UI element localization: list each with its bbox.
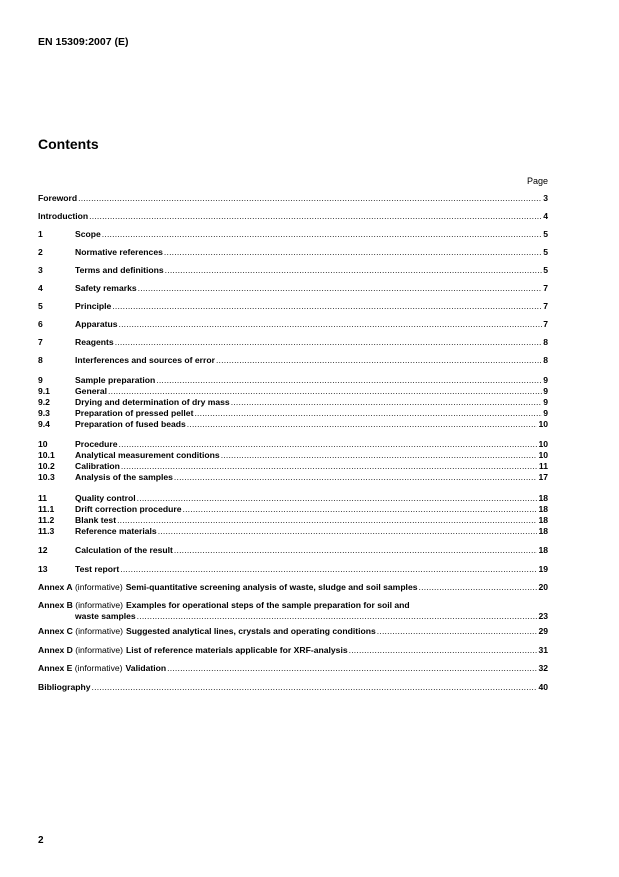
toc-entry-label: Reference materials	[75, 526, 157, 536]
toc-entry-label: Apparatus	[75, 319, 118, 329]
toc-entry-label: Validation	[125, 663, 167, 673]
toc-entry[interactable]	[38, 337, 548, 348]
annex-name: Annex A	[38, 582, 73, 592]
toc-entry-number: 5	[38, 301, 43, 311]
toc-entry-page: 7	[543, 319, 548, 329]
toc-entry-page: 9	[543, 375, 548, 385]
toc-entry-label: Drying and determination of dry mass	[75, 397, 230, 407]
annex-prefix	[38, 663, 123, 674]
toc-entry-number: 9.4	[38, 419, 50, 429]
toc-entry-page: 7	[543, 283, 548, 293]
dot-leader	[89, 211, 542, 222]
toc-entry-page: 18	[538, 526, 548, 536]
dot-leader	[78, 193, 542, 204]
toc-entry-label: Terms and definitions	[75, 265, 164, 275]
toc-entry-label: Test report	[75, 564, 120, 574]
toc-entry-label: Principle	[75, 301, 112, 311]
toc-entry-number: 10.1	[38, 450, 55, 460]
dot-leader	[117, 515, 537, 526]
dot-leader	[115, 337, 543, 348]
toc-entry[interactable]	[38, 645, 548, 656]
toc-entry-page: 29	[538, 626, 548, 636]
dot-leader	[120, 564, 537, 575]
annex-informative: (informative)	[74, 663, 123, 673]
toc-entry-label: Foreword	[38, 193, 78, 203]
toc-entry-label: Bibliography	[38, 682, 91, 692]
toc-entry-label: Analytical measurement conditions	[75, 450, 220, 460]
dot-leader	[194, 408, 542, 419]
toc-entry-number: 10.3	[38, 472, 55, 482]
dot-leader	[119, 439, 538, 450]
dot-leader	[164, 247, 542, 258]
annex-name: Annex C	[38, 626, 73, 636]
toc-entry-number: 9.3	[38, 408, 50, 418]
dot-leader	[216, 355, 542, 366]
toc-entry-label: Preparation of fused beads	[75, 419, 186, 429]
annex-informative: (informative)	[74, 582, 123, 592]
toc-entry[interactable]	[38, 515, 548, 526]
annex-informative: (informative)	[75, 645, 124, 655]
dot-leader	[419, 582, 538, 593]
toc-entry-page: 4	[543, 211, 548, 221]
toc-entry-label: Calibration	[75, 461, 120, 471]
toc-entry[interactable]	[38, 450, 548, 461]
dot-leader	[92, 682, 538, 693]
toc-entry-number: 1	[38, 229, 43, 239]
toc-entry[interactable]	[38, 355, 548, 366]
toc-entry-label: Semi-quantitative screening analysis of waste, sludge and soil samples	[125, 582, 418, 592]
toc-entry-page: 19	[538, 564, 548, 574]
annex-prefix	[38, 582, 123, 593]
toc-entry[interactable]	[38, 600, 548, 622]
toc-entry-number: 11.3	[38, 526, 55, 536]
toc-entry-label: Drift correction procedure	[75, 504, 182, 514]
toc-entry-label: Reagents	[75, 337, 114, 347]
toc-entry-page: 20	[538, 582, 548, 592]
toc-entry[interactable]	[38, 283, 548, 294]
annex-prefix	[38, 600, 123, 611]
toc-entry-number: 8	[38, 355, 43, 365]
dot-leader	[119, 319, 543, 330]
dot-leader	[174, 472, 538, 483]
dot-leader	[221, 450, 538, 461]
toc-entry-page: 23	[538, 611, 548, 621]
toc-entry-label: Introduction	[38, 211, 89, 221]
annex-name: Annex B	[38, 600, 73, 610]
toc-entry-page: 5	[543, 265, 548, 275]
toc-entry-label: Examples for operational steps of the sample preparation for soil and	[126, 600, 410, 610]
toc-entry-page: 31	[538, 645, 548, 655]
dot-leader	[112, 301, 542, 312]
toc-entry-label: General	[75, 386, 108, 396]
toc-entry-label-continued: waste samples	[75, 611, 136, 621]
toc-entry-number: 11.1	[38, 504, 55, 514]
toc-entry-page: 17	[538, 472, 548, 482]
toc-entry[interactable]	[38, 419, 548, 430]
toc-entry[interactable]	[38, 397, 548, 408]
toc-entry-page: 3	[543, 193, 548, 203]
toc-entry-page: 32	[538, 663, 548, 673]
toc-entry[interactable]	[38, 211, 548, 222]
toc-entry-label: List of reference materials applicable for XRF-analysis	[126, 645, 348, 655]
toc-entry[interactable]	[38, 663, 548, 674]
document-id: EN 15309:2007 (E)	[38, 36, 129, 48]
dot-leader	[156, 375, 542, 386]
toc-entry[interactable]	[38, 564, 548, 575]
toc-entry[interactable]	[38, 493, 548, 504]
toc-entry-label: Preparation of pressed pellet	[75, 408, 194, 418]
toc-entry-number: 7	[38, 337, 43, 347]
dot-leader	[137, 493, 538, 504]
toc-entry-label: Blank test	[75, 515, 117, 525]
annex-prefix	[38, 645, 123, 656]
toc-entry[interactable]	[38, 301, 548, 312]
dot-leader	[138, 283, 543, 294]
dot-leader	[377, 626, 538, 637]
toc-entry-page: 7	[543, 301, 548, 311]
dot-leader	[167, 663, 537, 674]
toc-entry-page: 18	[538, 504, 548, 514]
toc-entry[interactable]	[38, 229, 548, 240]
toc-entry-number: 11.2	[38, 515, 55, 525]
dot-leader	[187, 419, 538, 430]
toc-entry[interactable]	[38, 408, 548, 419]
dot-leader	[108, 386, 542, 397]
toc-entry-page: 18	[538, 515, 548, 525]
toc-entry-page: 10	[538, 450, 548, 460]
toc-entry-label: Analysis of the samples	[75, 472, 173, 482]
toc-entry-number: 12	[38, 545, 48, 555]
dot-leader	[158, 526, 538, 537]
dot-leader	[231, 397, 543, 408]
toc-entry-page: 5	[543, 247, 548, 257]
page-number: 2	[38, 835, 44, 846]
toc-entry-label: Scope	[75, 229, 101, 239]
toc-entry-page: 9	[543, 397, 548, 407]
dot-leader	[174, 545, 538, 556]
toc-entry-label: Procedure	[75, 439, 118, 449]
toc-entry-number: 10	[38, 439, 48, 449]
annex-name: Annex E	[38, 663, 73, 673]
toc-entry-number: 2	[38, 247, 43, 257]
page-title: Contents	[38, 136, 99, 152]
toc-entry-number: 10.2	[38, 461, 55, 471]
toc-entry-label: Interferences and sources of error	[75, 355, 215, 365]
toc-entry-page: 18	[538, 493, 548, 503]
dot-leader	[183, 504, 538, 515]
toc-entry[interactable]	[38, 265, 548, 276]
toc-entry[interactable]	[38, 504, 548, 515]
toc-entry-number: 3	[38, 265, 43, 275]
toc-entry[interactable]	[38, 319, 548, 330]
toc-entry[interactable]	[38, 626, 548, 637]
dot-leader	[137, 611, 538, 622]
toc-entry-number: 9	[38, 375, 43, 385]
toc-entry-page: 9	[543, 386, 548, 396]
toc-entry-number: 9.1	[38, 386, 50, 396]
toc-entry-number: 6	[38, 319, 43, 329]
toc-entry-page: 8	[543, 337, 548, 347]
toc-entry-page: 10	[538, 439, 548, 449]
toc-entry-page: 18	[538, 545, 548, 555]
annex-prefix	[38, 626, 123, 637]
dot-leader	[121, 461, 538, 472]
toc-entry-label: Quality control	[75, 493, 136, 503]
toc-entry[interactable]	[38, 526, 548, 537]
toc-entry-label: Suggested analytical lines, crystals and operating conditions	[126, 626, 376, 636]
annex-name: Annex D	[38, 645, 73, 655]
toc-entry-page: 40	[538, 682, 548, 692]
toc-entry-label: Safety remarks	[75, 283, 137, 293]
toc-entry[interactable]	[38, 472, 548, 483]
toc-entry[interactable]	[38, 193, 548, 204]
toc-entry-number: 4	[38, 283, 43, 293]
toc-entry-page: 5	[543, 229, 548, 239]
toc-entry[interactable]	[38, 461, 548, 472]
dot-leader	[165, 265, 543, 276]
toc-entry-page: 11	[538, 461, 548, 471]
toc-entry[interactable]	[38, 386, 548, 397]
page-column-label: Page	[526, 176, 548, 186]
toc-entry[interactable]	[38, 682, 548, 693]
toc-entry-label: Normative references	[75, 247, 163, 257]
dot-leader	[349, 645, 538, 656]
annex-informative: (informative)	[75, 626, 124, 636]
toc-entry[interactable]	[38, 439, 548, 450]
toc-entry-number: 9.2	[38, 397, 50, 407]
toc-entry-label: Sample preparation	[75, 375, 156, 385]
toc-entry[interactable]	[38, 247, 548, 258]
toc-entry-page: 8	[543, 355, 548, 365]
dot-leader	[102, 229, 542, 240]
toc-entry[interactable]	[38, 545, 548, 556]
toc-entry[interactable]	[38, 582, 548, 593]
toc-entry-page: 10	[538, 419, 548, 429]
toc-entry-label: Calculation of the result	[75, 545, 173, 555]
toc-entry-number: 11	[38, 493, 48, 503]
toc-entry-number: 13	[38, 564, 48, 574]
toc-entry[interactable]	[38, 375, 548, 386]
toc-entry-page: 9	[543, 408, 548, 418]
annex-informative: (informative)	[75, 600, 124, 610]
